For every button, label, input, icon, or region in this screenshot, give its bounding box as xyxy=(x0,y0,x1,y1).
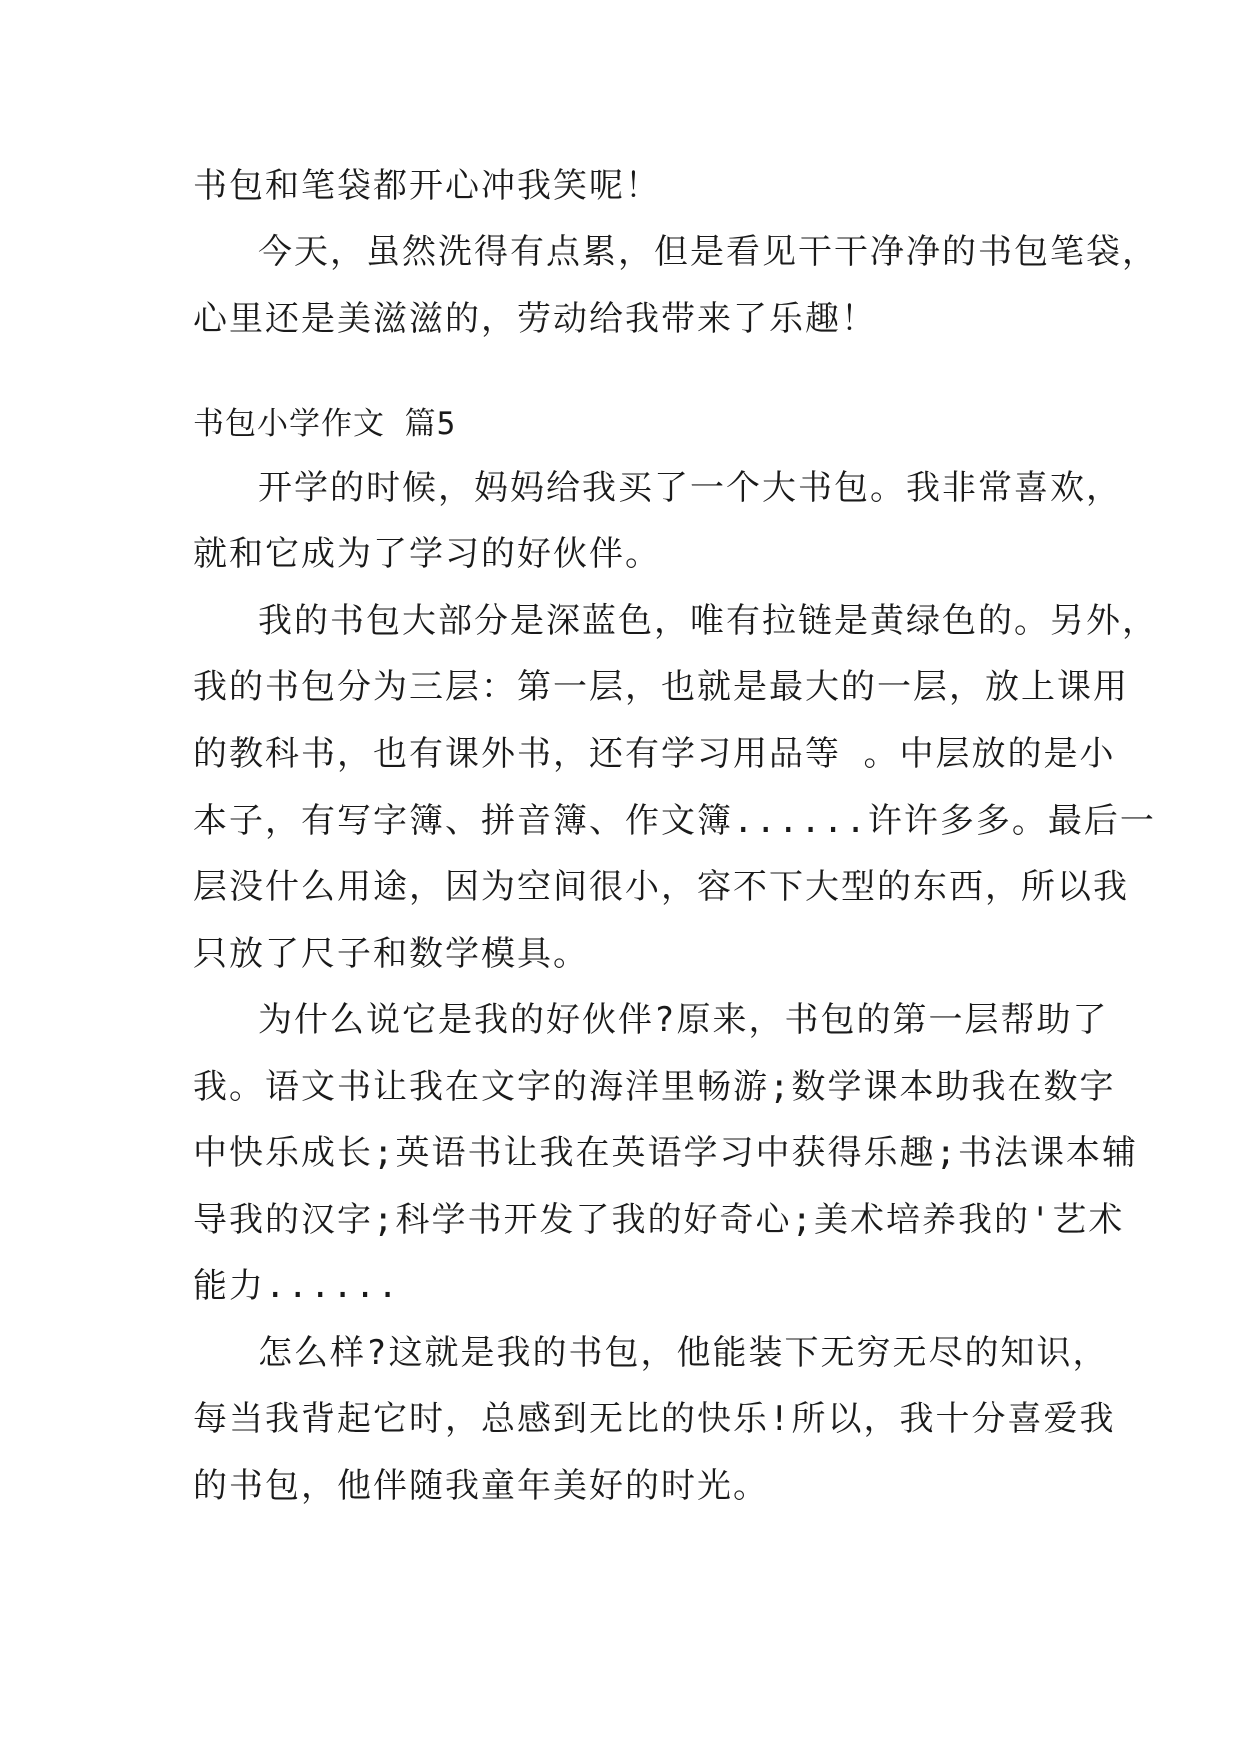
text-line: 的教科书，也有课外书，还有学习用品等 。中层放的是小 xyxy=(193,734,1116,774)
text-line: 能力...... xyxy=(193,1266,400,1306)
text-line: 导我的汉字;科学书开发了我的好奇心;美术培养我的'艺术 xyxy=(193,1200,1125,1240)
text-line: 书包和笔袋都开心冲我笑呢！ xyxy=(193,166,661,206)
section-heading: 书包小学作文 篇5 xyxy=(193,406,457,442)
text-line: 本子，有写字簿、拼音簿、作文簿......许许多多。最后一 xyxy=(193,801,1156,841)
paragraph-first-line: 今天，虽然洗得有点累，但是看见干干净净的书包笔袋， xyxy=(258,232,1158,272)
text-line: 的书包，他伴随我童年美好的时光。 xyxy=(193,1466,769,1506)
text-line: 我。语文书让我在文字的海洋里畅游;数学课本助我在数字 xyxy=(193,1067,1116,1107)
paragraph-first-line: 怎么样?这就是我的书包，他能装下无穷无尽的知识， xyxy=(258,1333,1109,1373)
text-line: 每当我背起它时，总感到无比的快乐!所以，我十分喜爱我 xyxy=(193,1399,1116,1439)
paragraph-first-line: 为什么说它是我的好伙伴?原来，书包的第一层帮助了 xyxy=(258,1000,1109,1040)
paragraph-first-line: 开学的时候，妈妈给我买了一个大书包。我非常喜欢， xyxy=(258,468,1122,508)
text-line: 层没什么用途，因为空间很小，容不下大型的东西，所以我 xyxy=(193,867,1129,907)
text-line: 只放了尺子和数学模具。 xyxy=(193,934,589,974)
text-line: 就和它成为了学习的好伙伴。 xyxy=(193,534,661,574)
paragraph-first-line: 我的书包大部分是深蓝色，唯有拉链是黄绿色的。另外， xyxy=(258,601,1158,641)
text-line: 我的书包分为三层：第一层，也就是最大的一层，放上课用 xyxy=(193,667,1129,707)
text-line: 中快乐成长;英语书让我在英语学习中获得乐趣;书法课本辅 xyxy=(193,1133,1138,1173)
text-line: 心里还是美滋滋的，劳动给我带来了乐趣！ xyxy=(193,299,877,339)
